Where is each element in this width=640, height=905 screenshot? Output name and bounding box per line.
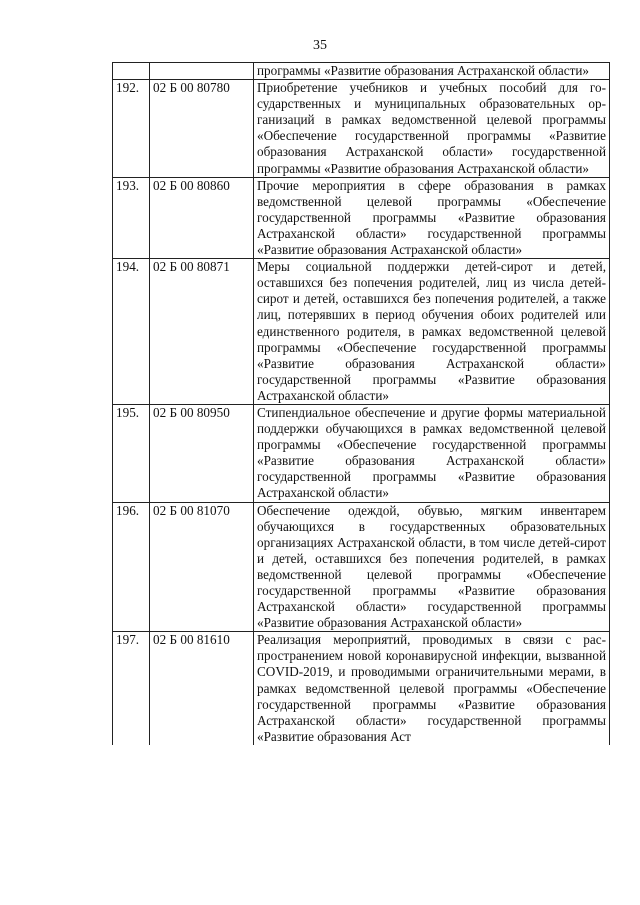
page-number: 35: [313, 38, 327, 53]
row-number: [113, 63, 150, 80]
budget-code: 02 Б 00 80950: [150, 404, 254, 502]
budget-code: 02 Б 00 80871: [150, 259, 254, 405]
table-row: [113, 404, 610, 502]
row-number: 192.: [113, 80, 150, 178]
row-number: 197.: [113, 632, 150, 745]
budget-items-table: [112, 62, 610, 745]
row-number: 194.: [113, 259, 150, 405]
row-number: 193.: [113, 177, 150, 258]
budget-code: 02 Б 00 81070: [150, 502, 254, 632]
budget-code: 02 Б 00 80780: [150, 80, 254, 178]
row-number: 195.: [113, 404, 150, 502]
item-description: Приобретение учебников и учебных пособий для государственных и муниципальных образовательных организаций в рамках ведомственной целевой программы «Обеспечение государственной программы «Развитие образования Астраханской области» государственной программы «Развитие образования Астраханской области»: [254, 80, 610, 178]
budget-code: [150, 63, 254, 80]
table-row: [113, 502, 610, 632]
table-row: [113, 259, 610, 405]
budget-code: 02 Б 00 80860: [150, 177, 254, 258]
table-row: [113, 80, 610, 178]
item-description: Стипендиальное обеспечение и другие формы материальной поддержки обучающихся в рамках ведомственной целевой программы «Обеспечение государственной программы «Развитие образования Астраханской области» государственной программы «Развитие образования Астраханской области»: [254, 404, 610, 502]
budget-code: 02 Б 00 81610: [150, 632, 254, 745]
table-row: [113, 177, 610, 258]
row-number: 196.: [113, 502, 150, 632]
table-row: [113, 632, 610, 745]
item-description: Прочие мероприятия в сфере образования в рамках ведомственной целевой программы «Обеспечение государственной программы «Развитие образования Астраханской области» государственной программы «Развитие образования Астраханской области»: [254, 177, 610, 258]
item-description: Реализация мероприятий, проводимых в связи с распространением новой коронавирусной инфекции, вызванной COVID-2019, и проводимыми ограничительными мерами, в рамках ведомственной целевой программы «Обеспечение государственной программы «Развитие образования Астраханской области» государственной программы «Развитие образования Аст: [254, 632, 610, 745]
item-description: Меры социальной поддержки детей-сирот и детей, оставшихся без попечения родителей, лиц из числа детей-сирот и детей, оставшихся без попечения родителей, а также лиц, потерявших в период обучения обоих родителей или единственного родителя, в рамках ведомственной целевой программы «Обеспечение государственной программы «Развитие образования Астраханской области» государственной программы «Развитие образования Астраханской области»: [254, 259, 610, 405]
item-description: Обеспечение одеждой, обувью, мягким инвентарем обучающихся в государственных образовательных организациях Астраханской области, в том числе детей-сирот и детей, оставшихся без попечения родителей, в рамках ведомственной целевой программы «Обеспечение государственной программы «Развитие образования Астраханской области» государственной программы «Развитие образования Астраханской области»: [254, 502, 610, 632]
item-description: программы «Развитие образования Астраханской области»: [254, 63, 610, 80]
table-row: [113, 63, 610, 80]
